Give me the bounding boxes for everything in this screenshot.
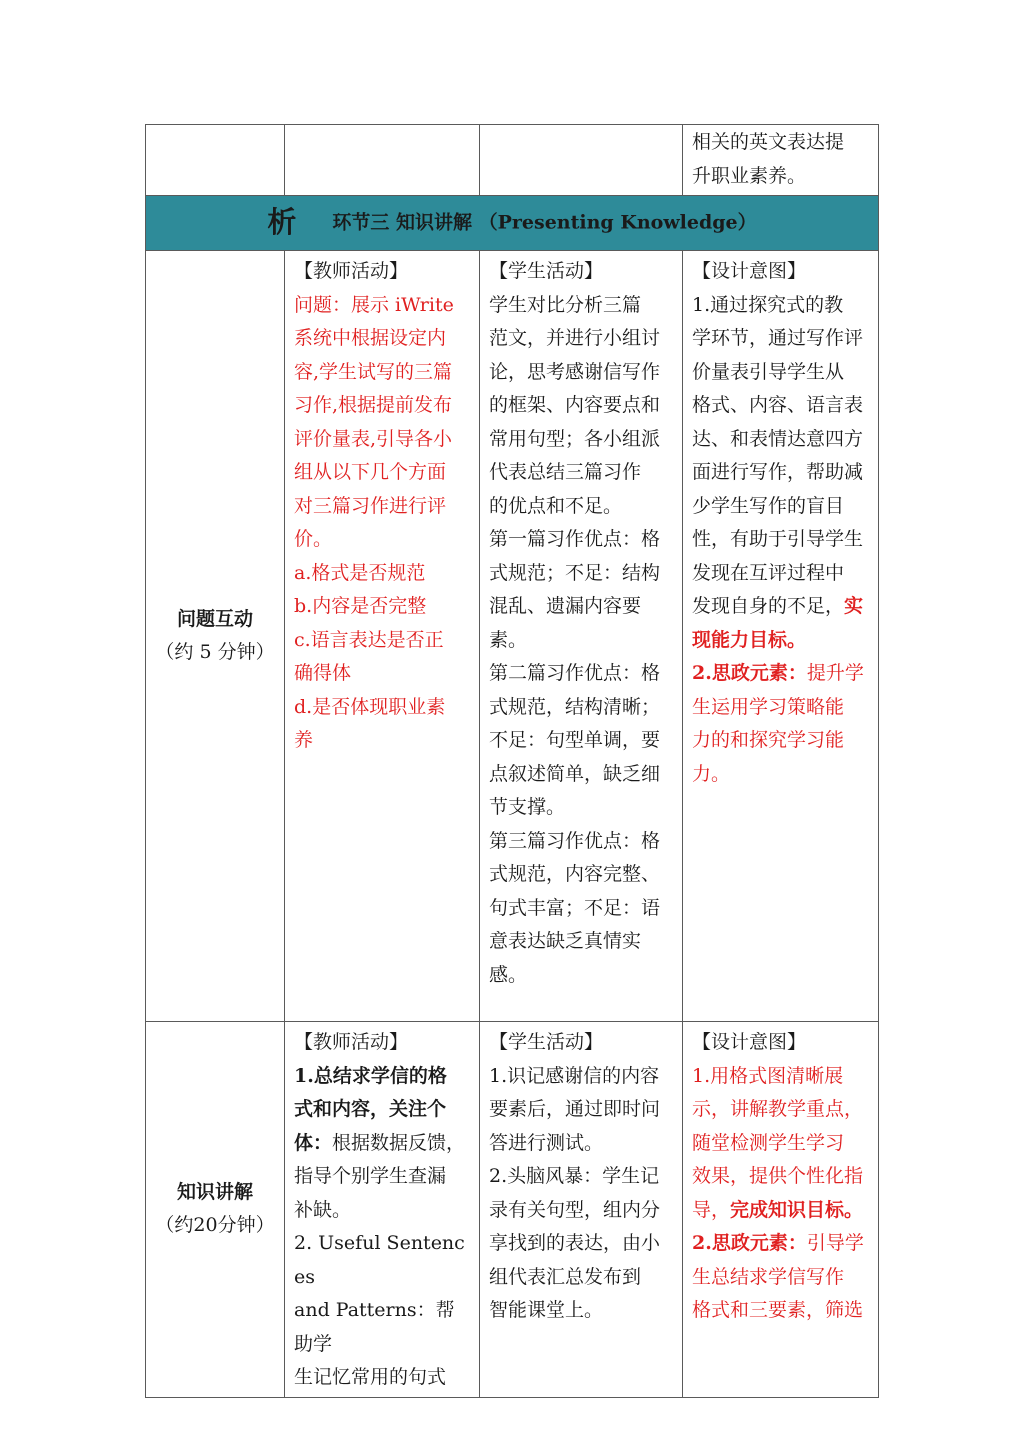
student-line: 范文，并进行小组讨 (489, 327, 661, 349)
design-line: 价量表引导学生从 (692, 360, 845, 383)
design-line: 生运用学习策略能 (692, 695, 845, 718)
cell-heading: 【教师活动】 (294, 260, 409, 282)
teacher-activity-cell (285, 251, 480, 1022)
student-line: 答进行测试。 (489, 1131, 604, 1154)
student-line: 享找到的表达，由小 (489, 1232, 661, 1254)
teacher-line: 补缺。 (294, 1198, 352, 1221)
design-line: 1.用格式图清晰展 (692, 1064, 844, 1087)
teacher-activity-cell (285, 1022, 480, 1398)
design-line: 面进行写作，帮助减 (692, 461, 864, 483)
student-line: 智能课堂上。 (489, 1299, 604, 1321)
student-line: 不足：句型单调，要 (489, 729, 661, 751)
design-line: 达、和表情达意四方 (692, 427, 864, 450)
cell-heading: 【设计意图】 (692, 1031, 807, 1053)
row-label-cell (146, 1022, 285, 1398)
student-line: 第三篇习作优点：格 (489, 829, 661, 852)
student-line: 第二篇习作优点：格 (489, 662, 661, 684)
design-line: 格式和三要素，筛选 (692, 1299, 864, 1321)
row-label: 问题互动 (176, 608, 253, 630)
teacher-line: a.格式是否规范 (294, 561, 426, 584)
design-line: 性，有助于引导学生 (692, 528, 864, 550)
student-line: 常用句型；各小组派 (489, 427, 661, 450)
top-label-cell (146, 125, 285, 196)
student-line: 式规范，结构清晰； (489, 695, 661, 718)
section-header-title: 环节三 知识讲解 （Presenting Knowledge） (332, 211, 757, 234)
teacher-line: b.内容是否完整 (294, 595, 427, 617)
design-item2-label: 2.思政元素： (692, 662, 807, 684)
teacher-line: 习作,根据提前发布 (294, 394, 453, 416)
top-student-cell (480, 125, 683, 196)
teacher-line: 容,学生试写的三篇 (294, 360, 453, 383)
design-item2-label: 2.思政元素： (692, 1232, 807, 1254)
design-item2-text: 提升学 (806, 662, 864, 684)
student-line: 式规范，内容完整、 (489, 863, 661, 885)
design-text: 导， (692, 1198, 731, 1221)
design-highlight: 完成知识目标。 (730, 1198, 864, 1221)
design-item2-text: 引导学 (806, 1232, 864, 1254)
design-line: 力的和探究学习能 (692, 729, 845, 751)
top-partial-row (146, 125, 879, 196)
top-design-cell (683, 125, 879, 196)
row-question-interaction (146, 251, 879, 1022)
student-line: 的框架、内容要点和 (489, 394, 661, 416)
teacher-line: 指导个别学生查漏 (294, 1165, 447, 1187)
teacher-bold-line: 1.总结求学信的格 (294, 1064, 447, 1087)
design-line: 力。 (692, 762, 731, 785)
design-intent-cell (683, 1022, 879, 1398)
row-label-cell (146, 251, 285, 1022)
student-line: 句式丰富；不足：语 (489, 896, 661, 919)
teacher-line-mixed (294, 1127, 471, 1161)
student-line: 素。 (489, 628, 528, 651)
student-line: 式规范；不足：结构 (489, 561, 661, 584)
teacher-line: 确得体 (294, 662, 352, 684)
student-activity-cell (480, 1022, 683, 1398)
row-duration: （约20分钟） (155, 1214, 275, 1237)
design-line: 学环节，通过写作评 (692, 327, 864, 349)
teacher-line: 养 (294, 729, 314, 751)
teacher-line: and Patterns：帮助学 (294, 1299, 455, 1355)
design-line: 少学生写作的盲目 (692, 494, 845, 517)
student-line: 要素后，通过即时问 (489, 1098, 661, 1120)
student-line: 感。 (489, 963, 528, 986)
student-line: 节支撑。 (489, 796, 566, 818)
cell-heading: 【学生活动】 (489, 1031, 604, 1053)
teacher-line: c.语言表达是否正 (294, 628, 444, 651)
design-intent-cell (683, 251, 879, 1022)
cell-heading: 【学生活动】 (489, 260, 604, 282)
student-line: 点叙述简单，缺乏细 (489, 762, 661, 785)
section-header-char: 析 (267, 205, 297, 240)
student-line: 录有关句型，组内分 (489, 1198, 661, 1221)
lesson-plan-table (145, 124, 879, 1398)
teacher-line: 对三篇习作进行评 (294, 494, 447, 517)
design-line-mixed (692, 1194, 870, 1228)
design-line-mixed (692, 590, 870, 624)
design-item2 (692, 657, 870, 691)
student-line: 第一篇习作优点：格 (489, 528, 661, 550)
row-label: 知识讲解 (176, 1181, 253, 1204)
student-line: 的优点和不足。 (489, 494, 623, 517)
student-line: 学生对比分析三篇 (489, 293, 642, 316)
design-line: 生总结求学信写作 (692, 1265, 845, 1288)
teacher-line: 问题：展示 iWrite (294, 293, 454, 316)
design-line: 相关的英文表达提 (692, 131, 845, 153)
teacher-line: 评价量表,引导各小 (294, 427, 453, 450)
design-highlight-line: 现能力目标。 (692, 628, 807, 651)
section-header (146, 196, 879, 251)
design-line: 发现在互评过程中 (692, 561, 845, 584)
teacher-line: 2. Useful Sentences (294, 1232, 465, 1288)
teacher-line: d.是否体现职业素 (294, 695, 446, 718)
student-line: 1.识记感谢信的内容 (489, 1064, 660, 1087)
student-line: 混乱、遗漏内容要 (489, 595, 642, 617)
student-line: 意表达缺乏真情实 (489, 930, 642, 952)
student-activity-cell (480, 251, 683, 1022)
row-duration: （约 5 分钟） (155, 641, 275, 663)
teacher-bold-line: 式和内容，关注个 (294, 1098, 447, 1120)
teacher-line: 价。 (294, 528, 333, 550)
student-line: 论，思考感谢信写作 (489, 360, 661, 383)
teacher-line: 系统中根据设定内 (294, 327, 447, 349)
design-item2 (692, 1227, 870, 1261)
design-line: 随堂检测学生学习 (692, 1131, 845, 1154)
student-line: 组代表汇总发布到 (489, 1265, 642, 1288)
teacher-line: 生记忆常用的句式 (294, 1366, 447, 1388)
design-highlight: 实 (844, 595, 864, 617)
student-line: 2.头脑风暴：学生记 (489, 1165, 660, 1187)
cell-heading: 【教师活动】 (294, 1031, 409, 1053)
design-line: 升职业素养。 (692, 164, 807, 187)
cell-heading: 【设计意图】 (692, 260, 807, 282)
design-line: 格式、内容、语言表 (692, 394, 864, 416)
design-text: 发现自身的不足， (692, 595, 845, 617)
design-line: 示，讲解教学重点， (692, 1098, 864, 1120)
design-line: 效果，提供个性化指 (692, 1165, 864, 1187)
teacher-text: 根据数据反馈， (332, 1131, 466, 1154)
design-line: 1.通过探究式的教 (692, 293, 844, 316)
teacher-bold-text: 体： (294, 1131, 333, 1154)
section-header-row (146, 196, 879, 251)
teacher-line: 组从以下几个方面 (294, 461, 447, 483)
top-teacher-cell (285, 125, 480, 196)
row-knowledge-presentation (146, 1022, 879, 1398)
student-line: 代表总结三篇习作 (489, 461, 642, 483)
